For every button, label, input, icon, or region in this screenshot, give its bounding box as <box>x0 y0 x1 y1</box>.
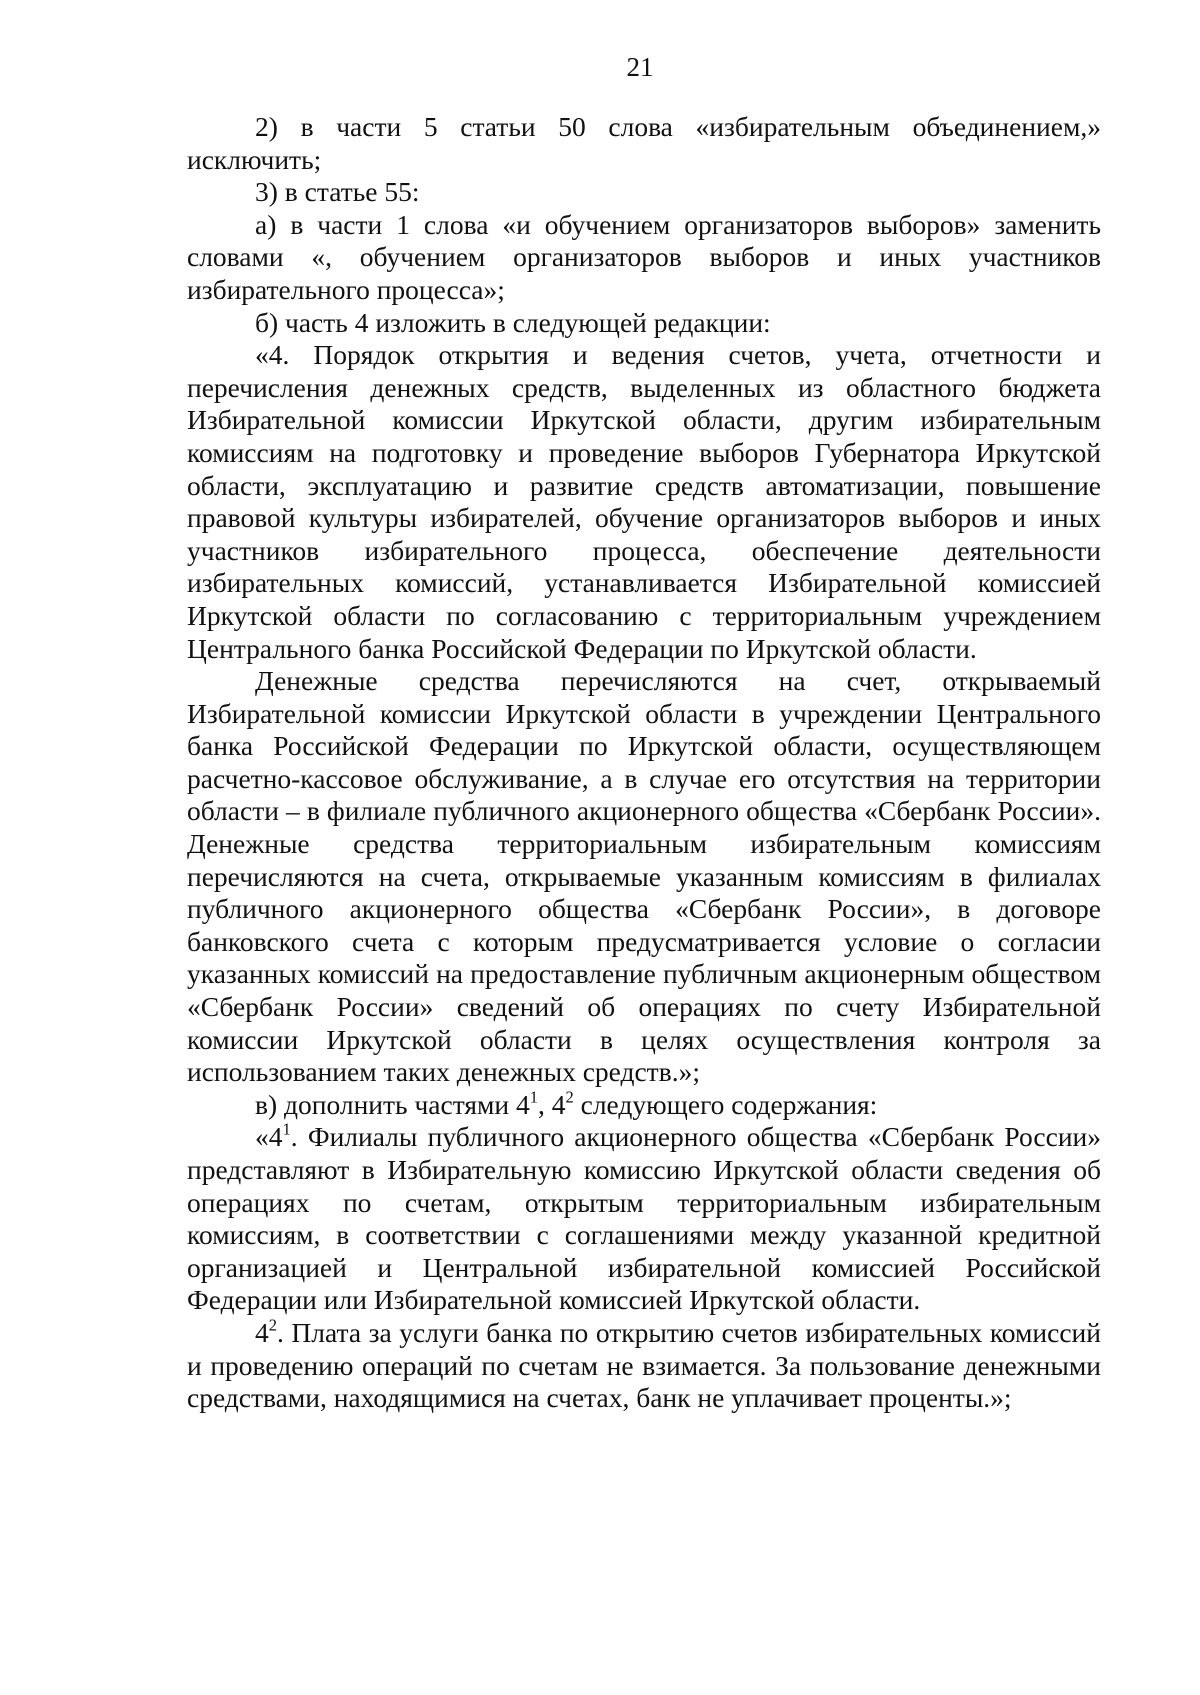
superscript: 1 <box>282 1119 291 1139</box>
paragraph-part-4-2-text-start: 4 <box>255 1316 269 1348</box>
document-body <box>187 111 1101 1415</box>
paragraph-item-v <box>187 1089 1101 1122</box>
paragraph-item-v-text-end: следующего содержания: <box>573 1088 878 1120</box>
page-number: 21 <box>626 52 654 82</box>
paragraph-funds-transfer: Денежные средства перечисляются на счет, открываемый Избирательной комиссии Иркутской области в учреждении Центрального банка Российской Федерации по Иркутской области, осуществляющем расчетно-кассовое обслуживание, а в случае его отсутствия на территории области – в филиале публичного акционерного общества «Сбербанк России». Денежные средства территориальным избирательным комиссиям перечисляются на счета, открываемые указанным комиссиям в филиалах публичного акционерного общества «Сбербанк России», в договоре банковского счета с которым предусматривается условие о согласии указанных комиссий на предоставление публичным акционерным обществом «Сбербанк России» сведений об операциях по счету Избирательной комиссии Иркутской области в целях осуществления контроля за использованием таких денежных средств.»; <box>187 665 1101 1088</box>
paragraph-item-a: а) в части 1 слова «и обучением организаторов выборов» заменить словами «, обучением организаторов выборов и иных участников избирательного процесса»; <box>187 208 1101 305</box>
paragraph-item-v-text-mid: , 4 <box>538 1088 566 1120</box>
paragraph-part-4-2-text-end: . Плата за услуги банка по открытию счетов избирательных комиссий и проведению операций по счетам не взимается. За пользование денежными средствами, находящимися на счетах, банк не уплачивает проценты.»; <box>187 1316 1101 1414</box>
superscript: 2 <box>268 1315 277 1335</box>
paragraph-part-4-1-text-end: . Филиалы публичного акционерного общества «Сбербанк России» представляют в Избирательную комиссию Иркутской области сведения об операциях по счетам, открытым территориальным избирательным комиссиям, в соответствии с соглашениями между указанной кредитной организацией и Центральной избирательной комиссией Российской Федерации или Избирательной комиссией Иркутской области. <box>187 1121 1101 1316</box>
paragraph-item-b: б) часть 4 изложить в следующей редакции: <box>255 306 771 338</box>
paragraph-item-v-text-start: в) дополнить частями 4 <box>255 1088 530 1120</box>
paragraph-article-50: 2) в части 5 статьи 50 слова «избирательным объединением,» исключить; <box>187 111 1101 175</box>
paragraph-part-4-1 <box>187 1121 1101 1317</box>
paragraph-part-4-1-text-start: «4 <box>255 1121 283 1153</box>
paragraph-article-55: 3) в статье 55: <box>255 176 420 208</box>
superscript: 2 <box>565 1087 574 1107</box>
paragraph-part-4-2 <box>187 1317 1101 1415</box>
paragraph-part-4: «4. Порядок открытия и ведения счетов, учета, отчетности и перечисления денежных средств, выделенных из областного бюджета Избирательной комиссии Иркутской области, другим избирательным комиссиям на подготовку и проведение выборов Губернатора Иркутской области, эксплуатацию и развитие средств автоматизации, повышение правовой культуры избирателей, обучение организаторов выборов и иных участников избирательного процесса, обеспечение деятельности избирательных комиссий, устанавливается Избирательной комиссией Иркутской области по согласованию с территориальным учреждением Центрального банка Российской Федерации по Иркутской области. <box>187 339 1101 664</box>
superscript: 1 <box>529 1087 538 1107</box>
